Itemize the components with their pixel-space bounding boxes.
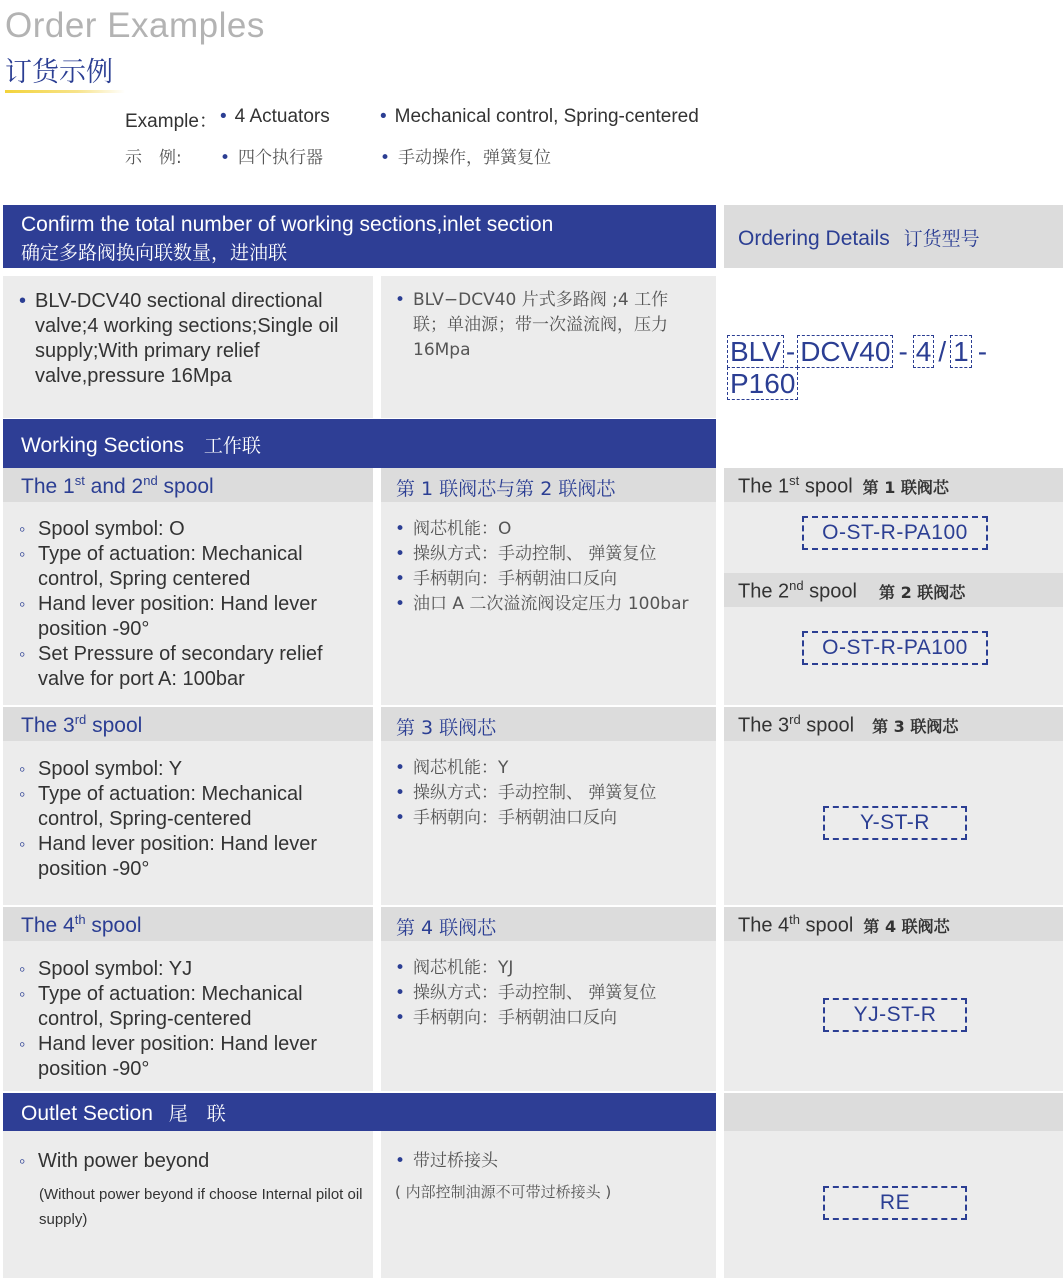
- outlet-body-cn: [381, 1131, 716, 1278]
- order-code-model: DCV40: [797, 335, 893, 368]
- spool4-title-a: The 4: [21, 914, 75, 937]
- confirm-title-cn: 确定多路阀换向联数量，进油联: [21, 242, 288, 264]
- spool4-body-cn: [381, 941, 716, 1091]
- confirm-title-en: Confirm the total number of working sections,inlet section: [21, 213, 554, 236]
- outlet-section-bar: [3, 1093, 716, 1131]
- spool12-item-en: ◦ Spool symbol: O: [19, 517, 349, 542]
- spool3-right-tail: spool: [800, 714, 855, 737]
- spool2-right-sup: nd: [789, 578, 804, 593]
- spool3-code: Y-ST-R: [823, 806, 967, 840]
- spool1-code: O-ST-R-PA100: [802, 516, 988, 550]
- spool1-right-title: [738, 473, 949, 499]
- outlet-list-cn: [395, 1149, 713, 1174]
- spool4-sup: th: [74, 912, 86, 927]
- outlet-body-en: [3, 1131, 373, 1278]
- spool3-body-en: [3, 741, 373, 905]
- outlet-item-cn: • 带过桥接头: [395, 1149, 713, 1174]
- spool3-header-en: [3, 707, 373, 741]
- outlet-item-en: ◦ With power beyond: [19, 1149, 364, 1174]
- ordering-details-title: [738, 224, 980, 251]
- example-label: Example：: [125, 111, 218, 132]
- spool4-right-header: [724, 907, 1063, 941]
- outlet-right-bar: [724, 1093, 1063, 1131]
- order-code-sep-3: /: [938, 336, 947, 367]
- example-item-control-text: Mechanical control, Spring-centered: [394, 106, 699, 127]
- confirm-desc-cn-list: [395, 288, 695, 363]
- spool4-right-body: [724, 941, 1063, 1091]
- order-code-sep-2: -: [898, 336, 908, 367]
- spool3-body-cn: [381, 741, 716, 905]
- spool4-body-en: [3, 941, 373, 1091]
- spool3-right-cn: 第 3 联阀芯: [872, 716, 959, 736]
- spool4-item-cn: • 操纵方式：手动控制、 弹簧复位: [395, 981, 713, 1006]
- spool4-item-en: ◦ Type of actuation: Mechanical control, Spring-centered: [19, 982, 349, 1032]
- spool12-title-cn: 第 1 联阀芯与第 2 联阀芯: [396, 478, 616, 500]
- example-item-actuators-cn: • 四个执行器: [220, 148, 324, 168]
- spool3-item-en: ◦ Hand lever position: Hand lever position -90°: [19, 832, 349, 882]
- working-sections-bar: [3, 419, 716, 468]
- spool4-right-cn: 第 4 联阀芯: [863, 916, 950, 936]
- spool12-item-en: ◦ Set Pressure of secondary relief valve for port A: 100bar: [19, 642, 349, 692]
- working-sections-title-cn: 工作联: [203, 435, 261, 457]
- spool12-item-cn: • 油口 A 二次溢流阀设定压力 100bar: [395, 592, 713, 617]
- page-title: Order Examples: [5, 6, 265, 45]
- spool2-right-title: [738, 578, 965, 604]
- spool4-item-cn: • 阀芯机能：YJ: [395, 956, 713, 981]
- spool3-right-header: [724, 707, 1063, 741]
- spool12-list-en: [19, 517, 349, 692]
- spool12-header-en: [3, 468, 373, 502]
- spool3-list-en: [19, 757, 349, 882]
- outlet-list-en: [19, 1149, 364, 1174]
- spool12-sup-b: nd: [143, 473, 158, 488]
- spool12-body-en: [3, 502, 373, 705]
- spool12-item-cn: • 操纵方式：手动控制、 弹簧复位: [395, 542, 713, 567]
- spool1-right-cn: 第 1 联阀芯: [862, 477, 949, 497]
- spool12-item-cn: • 阀芯机能：O: [395, 517, 713, 542]
- spool1-right-sup: st: [789, 473, 800, 488]
- confirm-desc-en-list: [19, 289, 359, 389]
- spool3-title-cn: 第 3 联阀芯: [396, 717, 497, 739]
- spool4-right-tail: spool: [800, 914, 854, 937]
- spool2-right-tail: spool: [803, 580, 857, 603]
- spool3-list-cn: [395, 756, 713, 831]
- spool4-list-en: [19, 957, 349, 1082]
- ordering-details-title-cn: 订货型号: [903, 228, 980, 250]
- spool2-right-body: [724, 607, 1063, 705]
- confirm-desc-cn: • BLV−DCV40 片式多路阀 ;4 工作联；单油源；带一次溢流阀，压力16Mpa: [395, 288, 695, 363]
- ordering-details-title-en: Ordering Details: [738, 227, 890, 250]
- spool4-header-en: [3, 907, 373, 941]
- working-sections-title: [21, 431, 261, 458]
- outlet-code: RE: [823, 1186, 967, 1220]
- example-item-actuators-text: 4 Actuators: [234, 106, 330, 127]
- spool12-item-en: ◦ Hand lever position: Hand lever position -90°: [19, 592, 349, 642]
- spool2-right-label: The 2: [738, 580, 790, 603]
- spool3-item-en: ◦ Spool symbol: Y: [19, 757, 349, 782]
- spool3-item-en: ◦ Type of actuation: Mechanical control, Spring-centered: [19, 782, 349, 832]
- outlet-section-title-en: Outlet Section: [21, 1102, 153, 1125]
- outlet-section-title: [21, 1099, 226, 1126]
- spool4-list-cn: [395, 956, 713, 1031]
- spool1-right-label: The 1: [738, 475, 790, 498]
- order-code-pressure: P160: [727, 367, 798, 400]
- spool4-item-en: ◦ Spool symbol: YJ: [19, 957, 349, 982]
- spool4-item-cn: • 手柄朝向：手柄朝油口反向: [395, 1006, 713, 1031]
- spool12-title-c: spool: [157, 475, 214, 498]
- spool3-item-cn: • 手柄朝向：手柄朝油口反向: [395, 806, 713, 831]
- confirm-header-bar: [3, 205, 716, 268]
- spool4-right-sup: th: [789, 912, 800, 927]
- spool4-right-label: The 4: [738, 914, 790, 937]
- example-item-control-cn-text: 手动操作，弹簧复位: [398, 148, 552, 168]
- spool1-right-body: [724, 502, 1063, 573]
- spool3-right-sup: rd: [789, 712, 801, 727]
- order-code: [727, 336, 1063, 399]
- example-item-actuators: • 4 Actuators: [220, 106, 330, 127]
- spool4-title-cn: 第 4 联阀芯: [396, 917, 497, 939]
- working-sections-title-en: Working Sections: [21, 434, 185, 457]
- spool3-title-a: The 3: [21, 714, 75, 737]
- spool4-code: YJ-ST-R: [823, 998, 967, 1032]
- spool12-title-en: [21, 473, 214, 499]
- spool12-header-cn: [381, 468, 716, 502]
- spool3-item-cn: • 阀芯机能：Y: [395, 756, 713, 781]
- spool1-right-header: [724, 468, 1063, 502]
- spool3-right-label: The 3: [738, 714, 790, 737]
- spool3-title-en: [21, 712, 142, 738]
- order-code-sep-4: -: [977, 336, 988, 367]
- outlet-note-en: (Without power beyond if choose Internal pilot oil supply): [39, 1186, 363, 1228]
- spool12-body-cn: [381, 502, 716, 705]
- spool12-list-cn: [395, 517, 713, 617]
- spool4-title-b: spool: [85, 914, 142, 937]
- example-item-actuators-cn-text: 四个执行器: [238, 148, 324, 168]
- spool3-right-body: [724, 741, 1063, 905]
- title-underline: [5, 90, 125, 93]
- order-code-inlet: 1: [950, 335, 972, 368]
- spool3-right-title: [738, 712, 958, 738]
- confirm-desc-en: • BLV-DCV40 sectional directional valve;4 working sections;Single oil supply;With primary relief valve,pressure 16Mpa: [19, 289, 359, 389]
- spool4-right-title: [738, 912, 950, 938]
- spool3-item-cn: • 操纵方式：手动控制、 弹簧复位: [395, 781, 713, 806]
- spool3-sup: rd: [74, 712, 87, 727]
- outlet-right-body: [724, 1131, 1063, 1278]
- example-item-control-cn: • 手动操作，弹簧复位: [380, 148, 552, 168]
- spool3-title-b: spool: [86, 714, 143, 737]
- spool12-title-b: and 2: [84, 475, 144, 498]
- example-label-cn: 示 例:: [125, 148, 182, 168]
- spool12-sup-a: st: [74, 473, 85, 488]
- spool4-header-cn: [381, 907, 716, 941]
- page-title-cn: 订货示例: [5, 57, 113, 88]
- order-code-series: BLV: [727, 335, 784, 368]
- spool2-right-header: [724, 573, 1063, 607]
- spool4-title-en: [21, 912, 142, 938]
- spool12-item-en: ◦ Type of actuation: Mechanical control, Spring centered: [19, 542, 349, 592]
- spool2-code: O-ST-R-PA100: [802, 631, 988, 665]
- spool12-item-cn: • 手柄朝向：手柄朝油口反向: [395, 567, 713, 592]
- spool4-item-en: ◦ Hand lever position: Hand lever position -90°: [19, 1032, 349, 1082]
- order-code-sections: 4: [913, 335, 935, 368]
- spool3-header-cn: [381, 707, 716, 741]
- outlet-note-cn: ( 内部控制油源不可带过桥接头 ): [395, 1183, 612, 1201]
- spool12-title-a: The 1: [21, 475, 75, 498]
- spool2-right-cn: 第 2 联阀芯: [879, 582, 966, 602]
- outlet-section-title-cn: 尾 联: [168, 1103, 226, 1125]
- ordering-details-bar: [724, 205, 1063, 268]
- confirm-desc-en-panel: [3, 276, 373, 418]
- confirm-desc-cn-panel: [381, 276, 716, 418]
- example-item-control: • Mechanical control, Spring-centered: [380, 106, 699, 127]
- order-code-sep-1: -: [785, 336, 796, 367]
- spool1-right-tail: spool: [799, 475, 853, 498]
